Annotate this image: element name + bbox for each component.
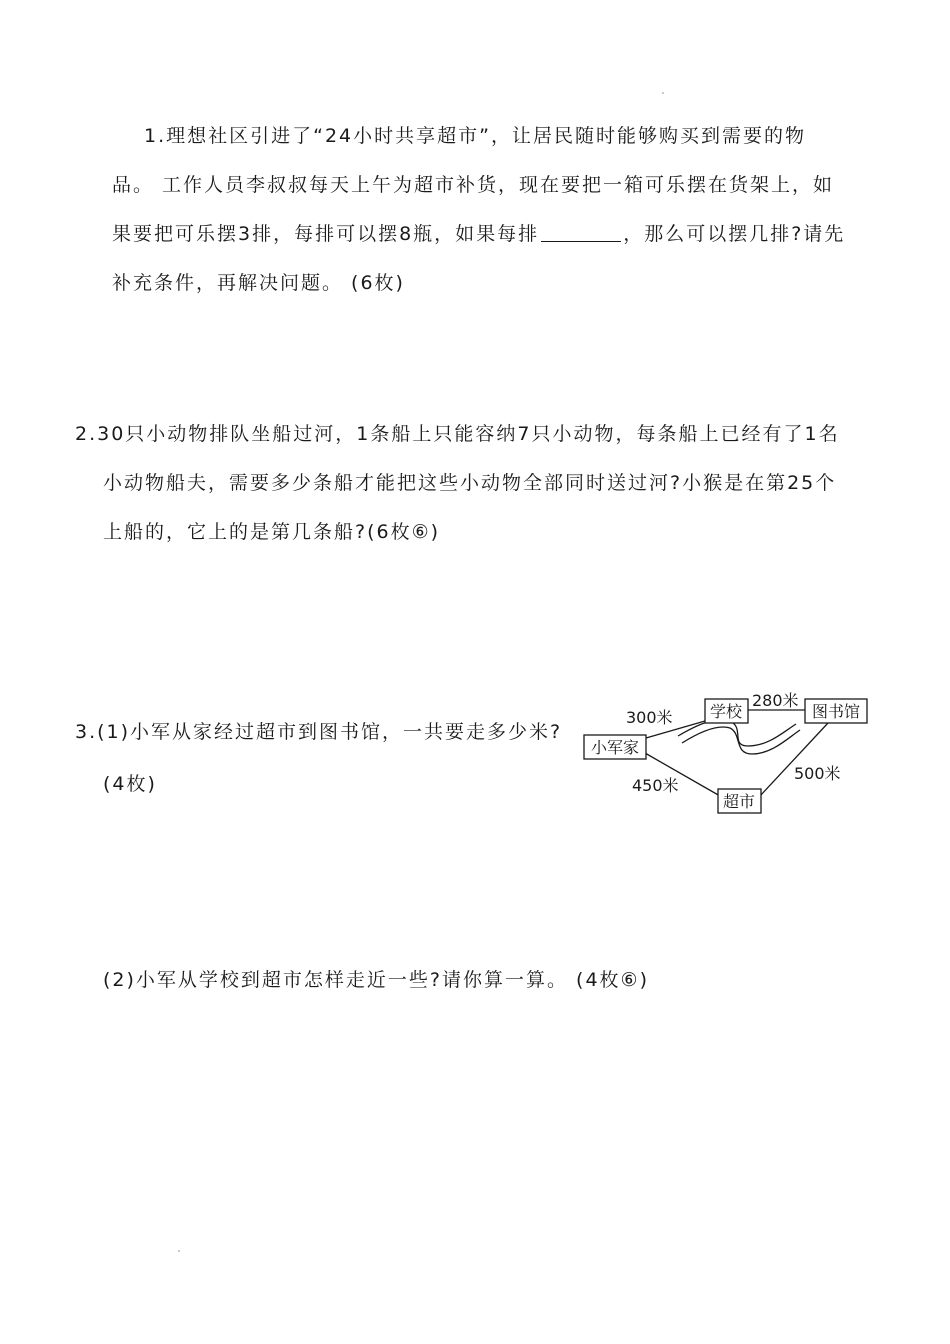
question-2-line-1: 2.30只小动物排队坐船过河，1条船上只能容纳7只小动物，每条船上已经有了1名: [75, 423, 840, 445]
school-label: 学校: [709, 702, 743, 721]
distance-home-school: 300米: [626, 708, 673, 727]
question-2-line-3: 上船的，它上的是第几条船?(6枚⑥): [103, 521, 441, 543]
question-1-line-3-after: ，那么可以摆几排?请先: [623, 223, 846, 245]
question-1-line-3-before: 果要把可乐摆3排，每排可以摆8瓶，如果每排: [112, 223, 540, 245]
question-1-line-2: 品。 工作人员李叔叔每天上午为超市补货，现在要把一箱可乐摆在货架上，如: [112, 174, 835, 196]
answer-blank[interactable]: [541, 222, 621, 242]
question-1-line-1: 1.理想社区引进了“24小时共享超市”，让居民随时能够购买到需要的物: [144, 125, 806, 147]
library-label: 图书馆: [811, 702, 861, 721]
scan-dot: [178, 1250, 180, 1252]
question-2-line-2: 小动物船夫，需要多少条船才能把这些小动物全部同时送过河?小猴是在第25个: [103, 472, 837, 494]
scan-dot: [662, 92, 664, 94]
route-diagram: [570, 688, 875, 823]
node-home: [584, 735, 646, 759]
distance-supermarket-library: 500米: [794, 764, 841, 783]
question-1-line-4: 补充条件，再解决问题。 (6枚): [112, 272, 405, 294]
distance-school-library: 280米: [752, 691, 799, 710]
node-supermarket: [718, 789, 761, 813]
distance-home-supermarket: 450米: [632, 776, 679, 795]
question-3-part-2: [103, 956, 649, 1005]
river: [678, 720, 800, 754]
supermarket-label: 超市: [722, 792, 756, 811]
node-school: [705, 699, 748, 723]
question-3-part-2-text: (2)小军从学校到超市怎样走近一些?请你算一算。 (4枚⑥): [103, 969, 649, 991]
home-label: 小军家: [590, 738, 640, 757]
question-2: [75, 410, 840, 557]
question-3-part-1-points: (4枚): [103, 773, 157, 795]
question-3-part-1: [75, 708, 562, 757]
question-3-part-1-text: 3.(1)小军从家经过超市到图书馆，一共要走多少米?: [75, 721, 563, 743]
node-library: [805, 699, 867, 723]
question-1: [112, 112, 845, 308]
question-1-line-3: [112, 210, 845, 259]
